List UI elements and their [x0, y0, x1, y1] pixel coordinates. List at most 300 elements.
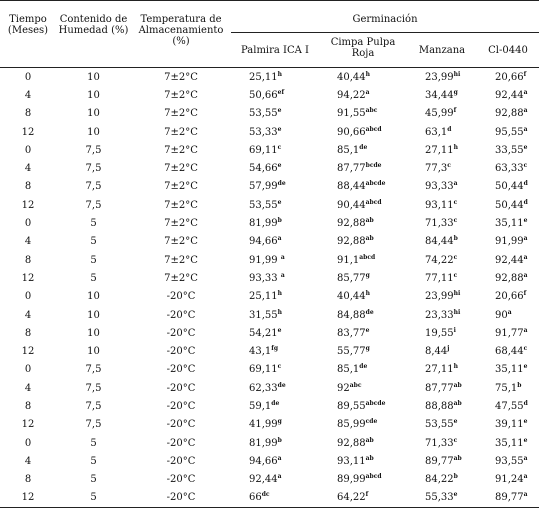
cell-humedad: 5: [90, 236, 97, 248]
value: 85,77: [337, 272, 366, 284]
significance-letter: a: [277, 235, 282, 243]
significance-letter: ab: [453, 454, 462, 462]
value: 85,99: [337, 419, 366, 431]
table-row: [0, 233, 539, 251]
table-row: [0, 342, 539, 360]
cell-temperatura: -20°C: [166, 419, 196, 431]
significance-letter: a: [523, 235, 528, 243]
cell-cimpa: [319, 105, 407, 123]
value: 90,66: [337, 126, 366, 138]
significance-letter: de: [277, 381, 286, 389]
cell-humedad: 7,5: [85, 400, 102, 412]
value: 43,1: [249, 346, 272, 358]
table-row: [0, 379, 539, 397]
significance-letter: f: [523, 70, 527, 78]
value: 94,66: [249, 236, 278, 248]
value: 85,1: [337, 364, 360, 376]
value: 85,1: [337, 144, 360, 156]
significance-letter: hi: [453, 308, 461, 316]
value: 91,24: [495, 474, 524, 486]
cell-manzana: [407, 251, 477, 269]
value: 84,22: [425, 474, 454, 486]
table-row: [0, 141, 539, 159]
significance-letter: i: [453, 326, 456, 334]
value: 47,55: [495, 400, 524, 412]
cell-cl: [477, 86, 539, 104]
cell-humedad: 5: [90, 474, 97, 486]
header-tiempo: Tiempo (Meses): [0, 1, 56, 68]
cell-palmira: [231, 196, 319, 214]
cell-cimpa: [319, 342, 407, 360]
significance-letter: a: [365, 88, 370, 96]
value: 92,44: [249, 474, 278, 486]
value: 34,44: [425, 89, 454, 101]
significance-letter: b: [517, 381, 522, 389]
significance-letter: abcd: [365, 125, 382, 133]
significance-letter: c: [453, 436, 458, 444]
significance-letter: b: [453, 473, 458, 481]
significance-letter: de: [271, 399, 280, 407]
cell-temperatura: -20°C: [166, 437, 196, 449]
cell-temperatura: 7±2°C: [164, 144, 198, 156]
header-palmira: Palmira ICA I: [231, 33, 319, 68]
value: 87,77: [337, 163, 366, 175]
value: 92,44: [495, 254, 524, 266]
value: 93,33: [249, 272, 281, 284]
significance-letter: j: [447, 345, 450, 353]
value: 94,66: [249, 455, 278, 467]
cell-temperatura: 7±2°C: [164, 108, 198, 120]
cell-tiempo: 4: [24, 163, 32, 175]
cell-palmira: [231, 159, 319, 177]
cell-cl: [477, 434, 539, 452]
significance-letter: b: [453, 235, 458, 243]
cell-tiempo: 4: [24, 455, 32, 467]
cell-manzana: [407, 379, 477, 397]
significance-letter: c: [453, 253, 458, 261]
cell-cl: [477, 361, 539, 379]
cell-temperatura: -20°C: [166, 327, 196, 339]
cell-tiempo: 8: [24, 400, 32, 412]
cell-manzana: [407, 141, 477, 159]
cell-humedad: 7,5: [85, 199, 102, 211]
table-row: [0, 324, 539, 342]
cell-cl: [477, 159, 539, 177]
cell-temperatura: -20°C: [166, 474, 196, 486]
cell-tiempo: 4: [24, 382, 32, 394]
header-humedad: Contenido de Humedad (%): [56, 1, 131, 68]
cell-palmira: [231, 86, 319, 104]
significance-letter: abcde: [365, 180, 386, 188]
value: 92,88: [337, 437, 366, 449]
cell-cl: [477, 123, 539, 141]
cell-cl: [477, 196, 539, 214]
value: 87,77: [425, 382, 454, 394]
value: 35,11: [495, 437, 524, 449]
value: 40,44: [337, 291, 366, 303]
value: 91,77: [495, 327, 524, 339]
value: 92,88: [495, 108, 524, 120]
cell-palmira: [231, 379, 319, 397]
cell-temperatura: 7±2°C: [164, 272, 198, 284]
cell-cimpa: [319, 489, 407, 508]
value: 54,66: [249, 163, 278, 175]
cell-temperatura: 7±2°C: [164, 126, 198, 138]
cell-tiempo: 0: [24, 437, 32, 449]
significance-letter: a: [523, 271, 528, 279]
cell-manzana: [407, 233, 477, 251]
value: 63,33: [495, 163, 524, 175]
value: 50,44: [495, 199, 524, 211]
significance-letter: a: [277, 454, 282, 462]
value: 92,88: [337, 236, 366, 248]
value: 91,99: [495, 236, 524, 248]
value: 71,33: [425, 218, 454, 230]
cell-cimpa: [319, 68, 407, 87]
value: 33,55: [495, 144, 524, 156]
value: 62,33: [249, 382, 278, 394]
table-row: [0, 86, 539, 104]
significance-letter: a: [523, 473, 528, 481]
significance-letter: a: [523, 454, 528, 462]
cell-cimpa: [319, 178, 407, 196]
cell-palmira: [231, 68, 319, 87]
significance-letter: d: [523, 399, 528, 407]
significance-letter: cde: [365, 418, 378, 426]
significance-letter: e: [277, 198, 282, 206]
cell-manzana: [407, 489, 477, 508]
table-row: [0, 452, 539, 470]
value: 69,11: [249, 364, 278, 376]
value: 91,55: [337, 108, 366, 120]
significance-letter: c: [447, 162, 451, 170]
cell-humedad: 7,5: [85, 181, 102, 193]
cell-temperatura: -20°C: [166, 400, 196, 412]
cell-humedad: 5: [90, 218, 97, 230]
table-row: [0, 214, 539, 232]
cell-palmira: [231, 123, 319, 141]
cell-cimpa: [319, 288, 407, 306]
value: 68,44: [495, 346, 524, 358]
cell-temperatura: -20°C: [166, 346, 196, 358]
value: 89,99: [337, 474, 366, 486]
significance-letter: a: [523, 125, 528, 133]
significance-letter: ab: [365, 235, 374, 243]
table-row: [0, 416, 539, 434]
significance-letter: ab: [453, 381, 462, 389]
table-row: [0, 434, 539, 452]
cell-manzana: [407, 214, 477, 232]
cell-tiempo: 4: [24, 309, 32, 321]
significance-letter: de: [359, 363, 368, 371]
value: 92,88: [495, 272, 524, 284]
value: 95,55: [495, 126, 524, 138]
cell-tiempo: 8: [24, 108, 32, 120]
header-temperatura: Temperatura de Almacenamiento (%): [131, 1, 231, 68]
table-row: [0, 397, 539, 415]
cell-palmira: [231, 214, 319, 232]
cell-cimpa: [319, 397, 407, 415]
significance-letter: c: [277, 143, 282, 151]
cell-cimpa: [319, 416, 407, 434]
value: 92: [337, 382, 350, 394]
cell-manzana: [407, 342, 477, 360]
cell-humedad: 7,5: [85, 382, 102, 394]
significance-letter: h: [365, 290, 371, 298]
cell-temperatura: 7±2°C: [164, 181, 198, 193]
cell-cimpa: [319, 123, 407, 141]
table-row: [0, 489, 539, 508]
significance-letter: e: [277, 107, 282, 115]
value: 93,55: [495, 455, 524, 467]
cell-cl: [477, 306, 539, 324]
value: 59,1: [249, 400, 272, 412]
cell-palmira: [231, 141, 319, 159]
significance-letter: ab: [365, 454, 374, 462]
cell-humedad: 5: [90, 272, 97, 284]
value: 25,11: [249, 71, 278, 83]
significance-letter: d: [447, 125, 452, 133]
cell-cl: [477, 251, 539, 269]
significance-letter: h: [277, 70, 283, 78]
cell-manzana: [407, 159, 477, 177]
cell-manzana: [407, 86, 477, 104]
cell-humedad: 5: [90, 254, 97, 266]
value: 19,55: [425, 327, 454, 339]
cell-tiempo: 8: [24, 474, 32, 486]
value: 89,55: [337, 400, 366, 412]
significance-letter: a: [280, 271, 285, 279]
cell-tiempo: 12: [21, 346, 35, 358]
value: 53,55: [249, 199, 278, 211]
cell-palmira: [231, 178, 319, 196]
header-cl: Cl-0440: [477, 33, 539, 68]
value: 23,33: [425, 309, 454, 321]
cell-humedad: 10: [87, 309, 100, 321]
cell-cl: [477, 379, 539, 397]
cell-tiempo: 0: [24, 144, 32, 156]
value: 91,99: [249, 254, 281, 266]
significance-letter: g: [365, 345, 370, 353]
significance-letter: e: [277, 326, 282, 334]
value: 57,99: [249, 181, 278, 193]
significance-letter: b: [277, 436, 282, 444]
significance-letter: a: [280, 253, 285, 261]
significance-letter: f: [453, 107, 457, 115]
cell-cimpa: [319, 141, 407, 159]
cell-cimpa: [319, 86, 407, 104]
cell-manzana: [407, 68, 477, 87]
significance-letter: abcde: [365, 399, 386, 407]
cell-manzana: [407, 397, 477, 415]
significance-letter: dc: [261, 491, 270, 499]
significance-letter: hi: [453, 290, 461, 298]
significance-letter: c: [453, 271, 458, 279]
cell-cimpa: [319, 233, 407, 251]
cell-cl: [477, 141, 539, 159]
significance-letter: g: [453, 88, 458, 96]
significance-letter: abc: [349, 381, 362, 389]
cell-manzana: [407, 306, 477, 324]
cell-manzana: [407, 178, 477, 196]
significance-letter: f: [365, 491, 369, 499]
cell-temperatura: -20°C: [166, 364, 196, 376]
table-row: [0, 471, 539, 489]
cell-temperatura: 7±2°C: [164, 218, 198, 230]
cell-cimpa: [319, 196, 407, 214]
value: 69,11: [249, 144, 278, 156]
value: 93,33: [425, 181, 454, 193]
cell-humedad: 10: [87, 71, 100, 83]
significance-letter: e: [453, 418, 458, 426]
significance-letter: a: [277, 473, 282, 481]
significance-letter: ab: [365, 436, 374, 444]
cell-tiempo: 8: [24, 327, 32, 339]
table-row: [0, 288, 539, 306]
cell-tiempo: 12: [21, 492, 35, 504]
cell-manzana: [407, 416, 477, 434]
cell-cl: [477, 105, 539, 123]
significance-letter: e: [365, 326, 370, 334]
value: 53,33: [249, 126, 278, 138]
value: 83,77: [337, 327, 366, 339]
cell-cl: [477, 416, 539, 434]
significance-letter: bcde: [365, 162, 382, 170]
value: 40,44: [337, 71, 366, 83]
cell-cl: [477, 397, 539, 415]
cell-palmira: [231, 342, 319, 360]
value: 55,33: [425, 492, 454, 504]
cell-manzana: [407, 434, 477, 452]
cell-palmira: [231, 306, 319, 324]
value: 23,99: [425, 71, 454, 83]
cell-cl: [477, 178, 539, 196]
cell-palmira: [231, 288, 319, 306]
header-germinacion: Germinación: [231, 1, 539, 33]
significance-letter: e: [523, 143, 528, 151]
cell-manzana: [407, 288, 477, 306]
value: 54,21: [249, 327, 278, 339]
cell-cl: [477, 342, 539, 360]
cell-humedad: 10: [87, 291, 100, 303]
cell-temperatura: 7±2°C: [164, 254, 198, 266]
significance-letter: a: [523, 491, 528, 499]
cell-cimpa: [319, 214, 407, 232]
value: 50,44: [495, 181, 524, 193]
significance-letter: h: [453, 143, 459, 151]
cell-cimpa: [319, 251, 407, 269]
cell-palmira: [231, 471, 319, 489]
value: 81,99: [249, 218, 278, 230]
cell-cl: [477, 452, 539, 470]
significance-letter: a: [523, 326, 528, 334]
cell-manzana: [407, 269, 477, 287]
cell-manzana: [407, 361, 477, 379]
cell-palmira: [231, 251, 319, 269]
cell-humedad: 7,5: [85, 419, 102, 431]
header-manzana: Manzana: [407, 33, 477, 68]
value: 20,66: [495, 71, 524, 83]
table-row: [0, 361, 539, 379]
table-row: [0, 68, 539, 87]
cell-temperatura: -20°C: [166, 492, 196, 504]
table-row: [0, 159, 539, 177]
cell-palmira: [231, 489, 319, 508]
value: 90: [495, 309, 508, 321]
value: 8,44: [425, 346, 448, 358]
value: 71,33: [425, 437, 454, 449]
significance-letter: e: [523, 418, 528, 426]
cell-humedad: 7,5: [85, 364, 102, 376]
cell-tiempo: 8: [24, 181, 32, 193]
significance-letter: fg: [271, 345, 279, 353]
cell-temperatura: 7±2°C: [164, 89, 198, 101]
significance-letter: e: [277, 162, 282, 170]
significance-letter: e: [523, 436, 528, 444]
cell-cl: [477, 68, 539, 87]
significance-letter: c: [523, 162, 528, 170]
value: 88,44: [337, 181, 366, 193]
significance-letter: e: [453, 491, 458, 499]
value: 91,1: [337, 254, 360, 266]
significance-letter: c: [453, 217, 458, 225]
cell-humedad: 5: [90, 455, 97, 467]
cell-temperatura: -20°C: [166, 309, 196, 321]
cell-cimpa: [319, 379, 407, 397]
cell-temperatura: 7±2°C: [164, 236, 198, 248]
cell-tiempo: 12: [21, 126, 35, 138]
significance-letter: ab: [453, 399, 462, 407]
value: 90,44: [337, 199, 366, 211]
value: 53,55: [425, 419, 454, 431]
cell-humedad: 10: [87, 327, 100, 339]
significance-letter: c: [277, 363, 282, 371]
cell-humedad: 7,5: [85, 144, 102, 156]
table-row: [0, 269, 539, 287]
significance-letter: abc: [365, 107, 378, 115]
value: 92,88: [337, 218, 366, 230]
significance-letter: e: [523, 363, 528, 371]
cell-cl: [477, 233, 539, 251]
header-cimpa: Cimpa Pulpa Roja: [319, 33, 407, 68]
cell-humedad: 5: [90, 437, 97, 449]
value: 25,11: [249, 291, 278, 303]
significance-letter: de: [277, 180, 286, 188]
value: 50,66: [249, 89, 278, 101]
cell-palmira: [231, 452, 319, 470]
value: 89,77: [495, 492, 524, 504]
significance-letter: abcd: [365, 198, 382, 206]
cell-humedad: 7,5: [85, 163, 102, 175]
significance-letter: a: [523, 253, 528, 261]
cell-humedad: 10: [87, 126, 100, 138]
value: 89,77: [425, 455, 454, 467]
cell-manzana: [407, 471, 477, 489]
value: 77,11: [425, 272, 454, 284]
cell-cimpa: [319, 159, 407, 177]
cell-tiempo: 12: [21, 272, 35, 284]
value: 35,11: [495, 364, 524, 376]
value: 74,22: [425, 254, 454, 266]
significance-letter: c: [453, 198, 458, 206]
significance-letter: de: [365, 308, 374, 316]
value: 94,22: [337, 89, 366, 101]
cell-temperatura: 7±2°C: [164, 163, 198, 175]
value: 31,55: [249, 309, 278, 321]
cell-tiempo: 0: [24, 71, 32, 83]
cell-tiempo: 12: [21, 199, 35, 211]
cell-temperatura: -20°C: [166, 291, 196, 303]
